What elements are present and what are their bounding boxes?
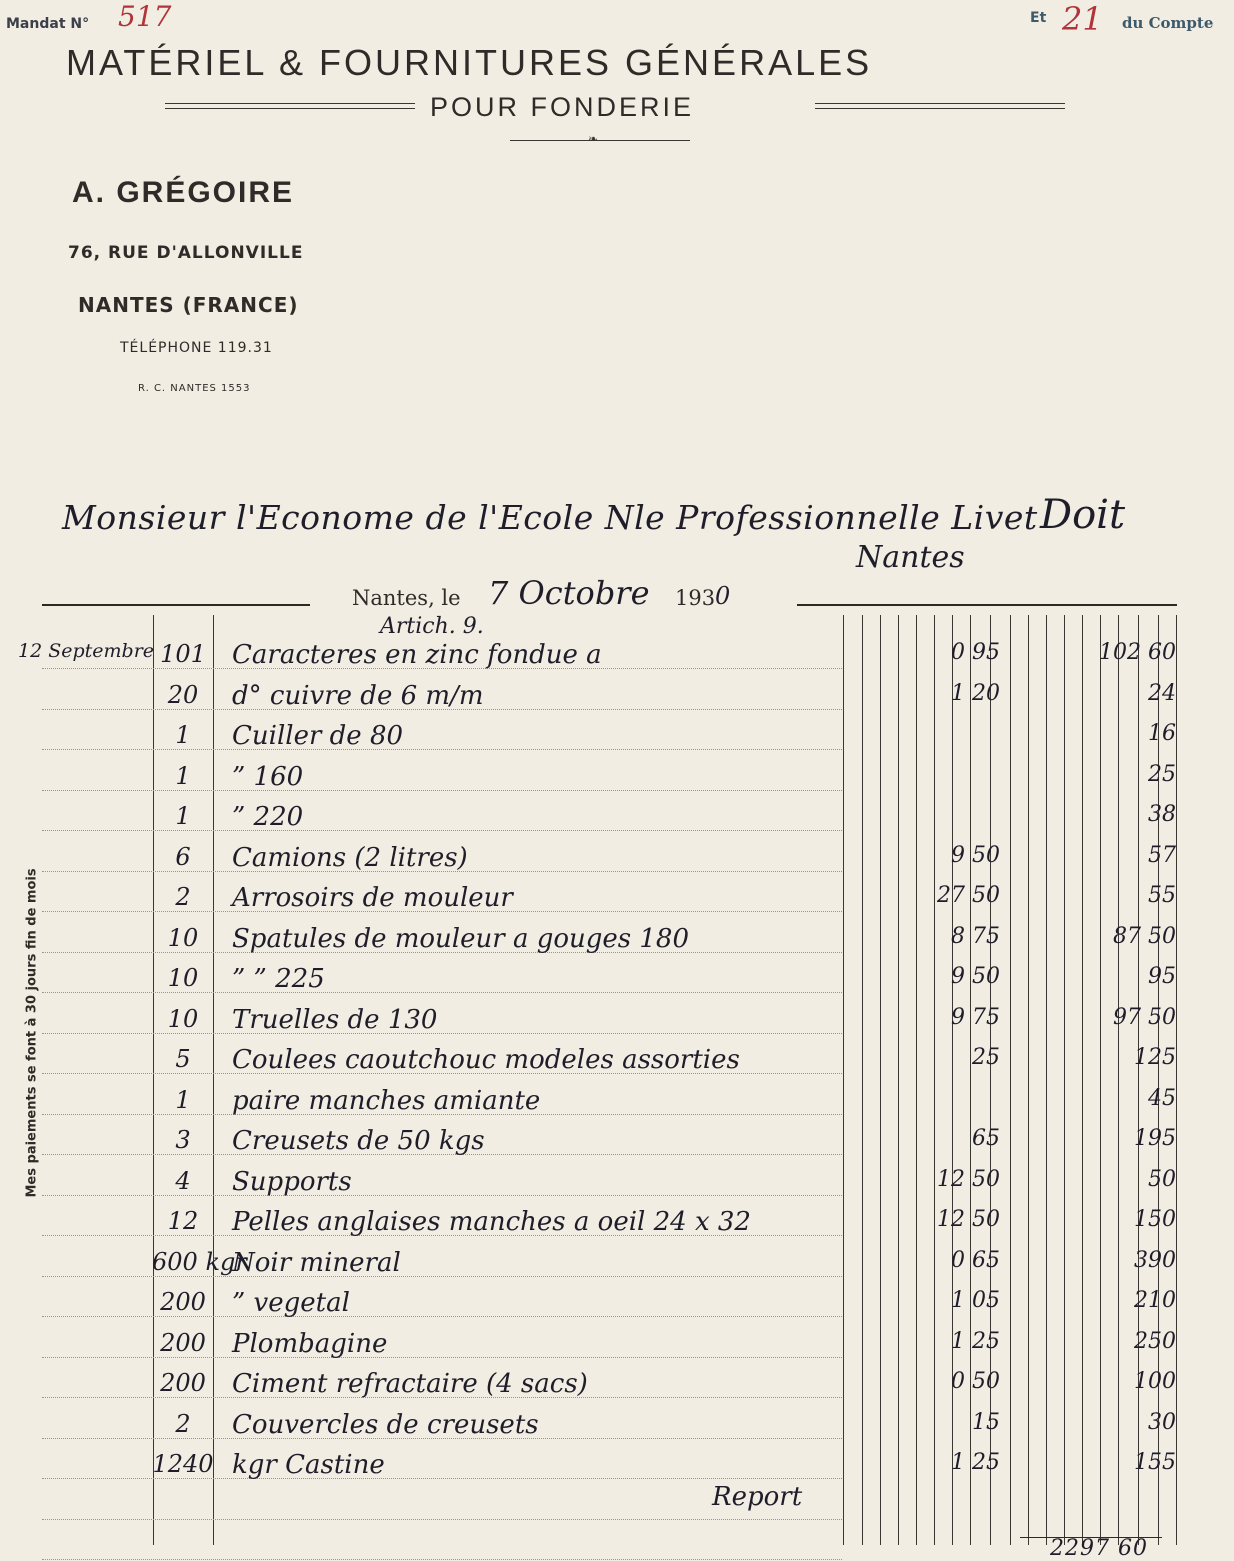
entry-description: Creusets de 50 kgs — [232, 1126, 485, 1156]
customer-city: Nantes — [856, 540, 965, 575]
entry-total: 95 — [1148, 964, 1176, 989]
entry-total: 38 — [1148, 802, 1176, 827]
company-name: A. GRÉGOIRE — [72, 176, 295, 209]
entry-qty: 200 — [160, 1369, 206, 1397]
entry-unit-price: 1 20 — [951, 681, 1000, 706]
entry-description: ” ” 225 — [232, 964, 325, 994]
entry-qty: 1 — [175, 721, 191, 749]
company-registry: R. C. NANTES 1553 — [138, 383, 251, 394]
ledger-row — [0, 762, 1234, 803]
ledger-row — [0, 681, 1234, 722]
entry-qty: 600 kgr — [152, 1248, 247, 1276]
entry-description: Camions (2 litres) — [232, 843, 468, 873]
entry-description: kgr Castine — [232, 1450, 385, 1480]
entry-unit-price: 9 75 — [951, 1005, 1000, 1030]
entry-total: 50 — [1148, 1167, 1176, 1192]
ledger-row — [0, 1288, 1234, 1329]
ledger-rule — [42, 1519, 842, 1520]
ledger-row — [0, 1450, 1234, 1491]
entry-unit-price: 15 — [972, 1410, 1000, 1435]
ledger-row — [0, 1086, 1234, 1127]
entry-total: 250 — [1134, 1329, 1176, 1354]
entry-description: Cuiller de 80 — [232, 721, 404, 751]
entry-description: paire manches amiante — [232, 1086, 541, 1116]
ledger-row — [0, 1329, 1234, 1370]
entry-qty: 4 — [175, 1167, 191, 1195]
ledger-row — [0, 721, 1234, 762]
entry-description: Caracteres en zinc fondue a — [232, 640, 602, 670]
entry-qty: 12 — [167, 1207, 199, 1235]
entry-description: d° cuivre de 6 m/m — [232, 681, 484, 711]
ledger-row — [0, 1005, 1234, 1046]
ornament-icon: ❧ — [588, 132, 599, 146]
customer-doit: Doit — [1040, 492, 1126, 538]
dateline-date: 7 Octobre — [488, 574, 650, 612]
entry-description: Pelles anglaises manches a oeil 24 x 32 — [232, 1207, 751, 1237]
ledger-row — [0, 802, 1234, 843]
entry-unit-price: 1 25 — [951, 1329, 1000, 1354]
entry-qty: 200 — [160, 1329, 206, 1357]
entry-description: Spatules de mouleur a gouges 180 — [232, 924, 690, 954]
ledger-row — [0, 1410, 1234, 1451]
entry-total: 30 — [1148, 1410, 1176, 1435]
ledger-row — [0, 964, 1234, 1005]
entry-qty: 10 — [167, 1005, 199, 1033]
ledger-row — [0, 640, 1234, 681]
entry-unit-price: 9 50 — [951, 843, 1000, 868]
entry-total: 97 50 — [1113, 1005, 1176, 1030]
entry-qty: 1240 — [152, 1450, 214, 1478]
dateline-year-digit: 0 — [715, 582, 731, 610]
ledger-row — [0, 1207, 1234, 1248]
entry-description: ” vegetal — [232, 1288, 350, 1318]
entry-total: 57 — [1148, 843, 1176, 868]
company-city: NANTES (FRANCE) — [78, 293, 299, 317]
entry-qty: 1 — [175, 802, 191, 830]
entry-qty: 1 — [175, 762, 191, 790]
entry-unit-price: 27 50 — [937, 883, 1000, 908]
entry-total: 102 60 — [1099, 640, 1176, 665]
mandat-number: 517 — [118, 0, 172, 33]
entry-total: 125 — [1134, 1045, 1176, 1070]
account-suffix: du Compte — [1122, 14, 1214, 32]
entry-unit-price: 8 75 — [951, 924, 1000, 949]
entry-date: 12 Septembre — [18, 640, 155, 662]
entry-description: Ciment refractaire (4 sacs) — [232, 1369, 588, 1399]
ledger-row — [0, 1126, 1234, 1167]
entry-qty: 3 — [175, 1126, 191, 1154]
entry-total: 24 — [1148, 681, 1176, 706]
entry-qty: 5 — [175, 1045, 191, 1073]
entry-total: 100 — [1134, 1369, 1176, 1394]
entry-unit-price: 0 65 — [951, 1248, 1000, 1273]
company-phone: TÉLÉPHONE 119.31 — [120, 340, 273, 356]
entry-qty: 10 — [167, 964, 199, 992]
mandat-label: Mandat N° — [6, 16, 90, 32]
ledger-row — [0, 1369, 1234, 1410]
ledger-row — [0, 1167, 1234, 1208]
entry-qty: 10 — [167, 924, 199, 952]
ledger-row — [0, 883, 1234, 924]
entry-description: ” 220 — [232, 802, 304, 832]
company-address: 76, RUE D'ALLONVILLE — [68, 243, 304, 263]
letterhead-title: MATÉRIEL & FOURNITURES GÉNÉRALES — [66, 42, 873, 83]
entry-qty: 20 — [167, 681, 199, 709]
entry-total: 195 — [1134, 1126, 1176, 1151]
entry-unit-price: 0 50 — [951, 1369, 1000, 1394]
entry-total: 16 — [1148, 721, 1176, 746]
entry-total: 87 50 — [1113, 924, 1176, 949]
entry-total: 25 — [1148, 762, 1176, 787]
entry-unit-price: 12 50 — [937, 1207, 1000, 1232]
entry-description: Truelles de 130 — [232, 1005, 438, 1035]
entry-description: Arrosoirs de mouleur — [232, 883, 513, 913]
dateline-year: 193 — [675, 586, 716, 610]
entry-description: Supports — [232, 1167, 352, 1197]
ledger-row — [0, 843, 1234, 884]
letterhead-subtitle: POUR FONDERIE — [430, 92, 695, 122]
grand-total: 2297 60 — [1050, 1536, 1148, 1561]
entry-unit-price: 12 50 — [937, 1167, 1000, 1192]
entry-unit-price: 1 05 — [951, 1288, 1000, 1313]
entry-description: Coulees caoutchouc modeles assorties — [232, 1045, 740, 1075]
entry-total: 150 — [1134, 1207, 1176, 1232]
entry-total: 390 — [1134, 1248, 1176, 1273]
entry-total: 210 — [1134, 1288, 1176, 1313]
entry-qty: 1 — [175, 1086, 191, 1114]
entry-total: 45 — [1148, 1086, 1176, 1111]
entry-qty: 200 — [160, 1288, 206, 1316]
account-prefix: Et — [1030, 10, 1047, 26]
entry-description: Plombagine — [232, 1329, 388, 1359]
entry-qty: 2 — [175, 1410, 191, 1438]
ledger-row — [0, 924, 1234, 965]
entry-unit-price: 9 50 — [951, 964, 1000, 989]
account-number: 21 — [1062, 0, 1103, 38]
article-note: Artich. 9. — [380, 614, 484, 639]
entry-description: ” 160 — [232, 762, 304, 792]
entry-unit-price: 25 — [972, 1045, 1000, 1070]
ledger-rule — [42, 1559, 842, 1560]
dateline-prefix: Nantes, le — [352, 586, 461, 610]
entry-qty: 2 — [175, 883, 191, 911]
entry-description: Couvercles de creusets — [232, 1410, 539, 1440]
entry-unit-price: 1 25 — [951, 1450, 1000, 1475]
payment-terms-note: Mes paiements se font à 30 jours fin de mois — [24, 868, 40, 1198]
entry-total: 55 — [1148, 883, 1176, 908]
entry-qty: 6 — [175, 843, 191, 871]
entry-unit-price: 65 — [972, 1126, 1000, 1151]
entry-description: Noir mineral — [232, 1248, 401, 1278]
entry-unit-price: 0 95 — [951, 640, 1000, 665]
ledger-row — [0, 1248, 1234, 1289]
entry-total: 155 — [1134, 1450, 1176, 1475]
ledger-row — [0, 1045, 1234, 1086]
customer-line: Monsieur l'Econome de l'Ecole Nle Professionnelle Livet — [62, 498, 1038, 537]
report-label: Report — [712, 1482, 803, 1512]
entry-qty: 101 — [160, 640, 206, 668]
